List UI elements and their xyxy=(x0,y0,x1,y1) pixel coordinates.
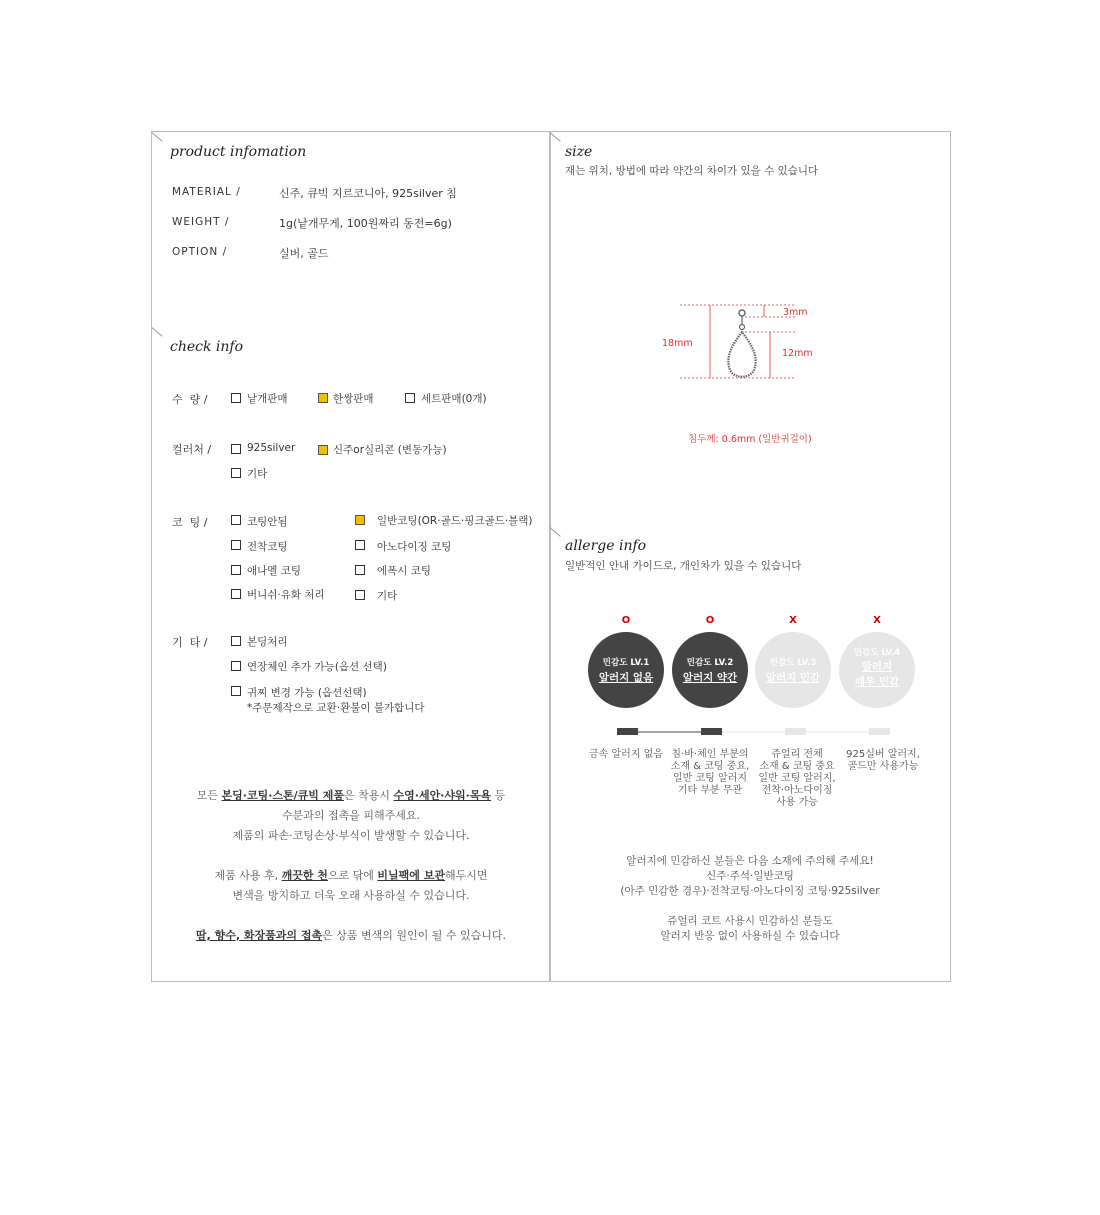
level-description: 금속 알러지 없음 xyxy=(589,749,663,760)
allergy-level-circle xyxy=(839,632,915,708)
level-name-line2: 매우 민감 xyxy=(854,676,900,688)
option-label: 낱개판매 xyxy=(247,393,288,405)
option-label: 신주or실리콘 (변동가능) xyxy=(333,444,447,456)
allerge-info-desc: 일반적인 안내 가이드로, 개인차가 있을 수 있습니다 xyxy=(565,560,802,572)
checkbox[interactable] xyxy=(355,565,365,575)
allergy-mark: O xyxy=(705,615,715,626)
level-description: 925실버 알러지, 골드만 사용가능 xyxy=(846,749,920,772)
level-name: 알러지 민감 xyxy=(765,672,821,684)
allergy-level-circle xyxy=(588,632,664,708)
checkbox[interactable] xyxy=(231,444,241,454)
allerge-info-title: allerge info xyxy=(565,538,647,554)
care-notice-line: 수분과의 접촉을 피해주세요. xyxy=(281,809,420,822)
checkbox[interactable] xyxy=(355,540,365,550)
level-number: 민감도 LV.1 xyxy=(602,658,650,668)
checkbox[interactable] xyxy=(231,636,241,646)
checkbox-checked[interactable] xyxy=(318,445,328,455)
option-label: 세트판매(0개) xyxy=(421,393,487,405)
size-desc: 재는 위치, 방법에 따라 약간의 차이가 있을 수 있습니다 xyxy=(565,165,819,177)
option-label: 기타 xyxy=(247,468,268,480)
check-info-title: check info xyxy=(170,339,244,355)
allergy-mark: X xyxy=(789,615,797,626)
checkbox-checked[interactable] xyxy=(355,515,365,525)
level-number: 민감도 LV.3 xyxy=(769,658,817,668)
allergy-level-circle xyxy=(755,632,831,708)
level-name: 알러지 xyxy=(861,661,893,673)
option-value: 실버, 골드 xyxy=(279,247,329,260)
option-label: 일반코팅(OR·골드·핑크골드·블랙) xyxy=(377,515,533,527)
care-notice-line: 모든 본딩·코팅·스톤/큐빅 제품은 착용시 수영·세안·샤워·목욕 등 xyxy=(196,789,506,802)
allergy-note: 알러지에 민감하신 분들은 다음 소재에 주의해 주세요! 신주·주석·일반코팅 (아주 민감한 경우)·전착코팅·아노다이징 코팅·925silver 쥬얼리 코트 사용시 민감하신 분들도 알러지 반응 없이 사용하실 수 있습니다 xyxy=(620,855,880,942)
coating-label: 코 팅 / xyxy=(172,516,208,529)
checkbox[interactable] xyxy=(231,468,241,478)
material-value: 신주, 큐빅 지르코니아, 925silver 침 xyxy=(279,187,457,200)
care-notice-line: 땀, 향수, 화장품과의 접촉은 상품 변색의 원인이 될 수 있습니다. xyxy=(196,929,506,942)
product-info-title: product infomation xyxy=(170,144,307,160)
level-name: 알러지 없음 xyxy=(598,672,654,684)
option-label: 에폭시 코팅 xyxy=(377,565,432,577)
checkbox[interactable] xyxy=(231,540,241,550)
option-label: 연장체인 추가 가능(옵션 선택) xyxy=(247,661,387,673)
level-description: 쥬얼리 전체 소재 & 코팅 중요 일반 코팅 알러지, 전착·아노다이징 사용 가능 xyxy=(758,749,836,808)
option-label: 한쌍판매 xyxy=(333,393,374,405)
level-name: 알러지 약간 xyxy=(682,672,738,684)
checkbox[interactable] xyxy=(231,686,241,696)
checkbox[interactable] xyxy=(231,565,241,575)
option-label: 아노다이징 코팅 xyxy=(377,541,452,553)
allergy-mark: X xyxy=(873,615,881,626)
level-description: 침·바·체인 부분의 소재 & 코팅 중요, 일반 코팅 알러지 기타 부분 무관 xyxy=(670,749,750,796)
care-notice-line: 제품 사용 후, 깨끗한 천으로 닦에 비닐팩에 보관해두시면 xyxy=(214,869,488,882)
option-label: 925silver xyxy=(247,442,296,454)
option-label: 전착코팅 xyxy=(247,541,288,553)
weight-label: WEIGHT / xyxy=(172,216,230,228)
checkbox[interactable] xyxy=(231,393,241,403)
material-label: MATERIAL / xyxy=(172,186,241,198)
etc-label: 기 타 / xyxy=(172,636,208,649)
option-label: 본딩처리 xyxy=(247,636,288,648)
weight-value: 1g(낱개무게, 100원짜리 동전=6g) xyxy=(279,217,452,230)
allergy-mark: O xyxy=(621,615,631,626)
dimension-total-label: 18mm xyxy=(662,338,693,349)
level-number: 민감도 LV.4 xyxy=(853,648,901,658)
dimension-drop-label: 12mm xyxy=(782,348,813,359)
dimension-top-label: 3mm xyxy=(783,307,808,318)
checkbox-checked[interactable] xyxy=(318,393,328,403)
option-label: OPTION / xyxy=(172,246,228,258)
option-label: 애나멜 코팅 xyxy=(247,565,302,577)
checkbox[interactable] xyxy=(405,393,415,403)
size-title: size xyxy=(565,144,593,160)
level-number: 민감도 LV.2 xyxy=(686,658,734,668)
sensitivity-scale xyxy=(610,725,900,739)
checkbox[interactable] xyxy=(231,515,241,525)
no-refund-note: *주문제작으로 교환·환불이 불가합니다 xyxy=(247,702,425,714)
checkbox[interactable] xyxy=(355,590,365,600)
care-notice-line: 제품의 파손·코팅손상·부식이 발생할 수 있습니다. xyxy=(232,829,470,842)
quantity-label: 수 량 / xyxy=(172,393,208,406)
color-label: 컬러처 / xyxy=(172,443,212,456)
care-notice xyxy=(152,786,550,946)
allergy-level-circle xyxy=(672,632,748,708)
care-notice-line: 변색을 방지하고 더욱 오래 사용하실 수 있습니다. xyxy=(232,889,470,902)
checkbox[interactable] xyxy=(231,589,241,599)
checkbox[interactable] xyxy=(231,661,241,671)
option-label: 기타 xyxy=(377,590,398,602)
pin-thickness-note: 침두께: 0.6mm (일반귀걸이) xyxy=(688,434,812,445)
option-label: 코팅안됨 xyxy=(247,516,288,528)
option-label: 귀찌 변경 가능 (옵션선택) xyxy=(247,687,367,699)
option-label: 버니쉬·유화 처리 xyxy=(247,589,325,601)
